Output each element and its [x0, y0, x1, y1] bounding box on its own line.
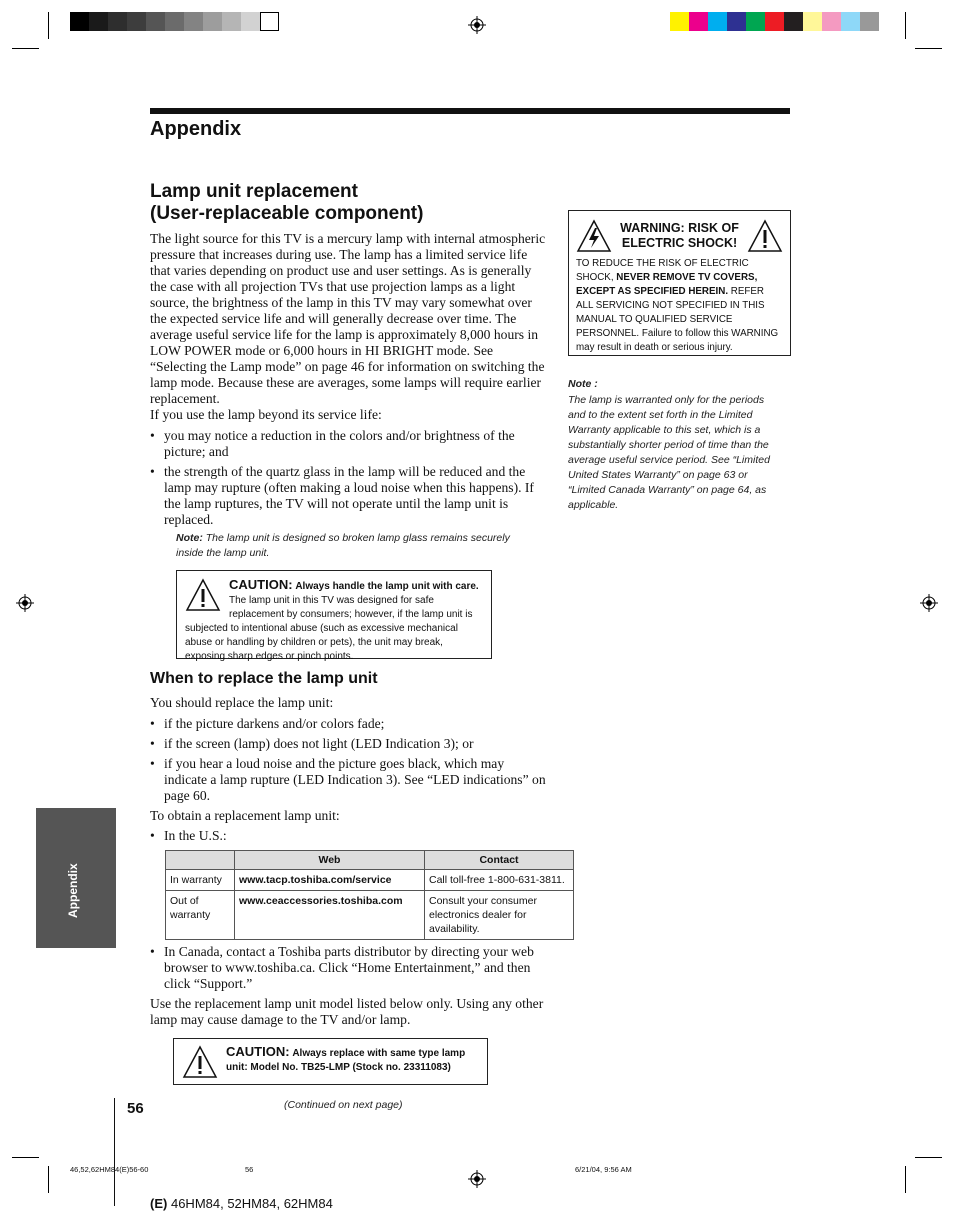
page-title	[150, 181, 423, 225]
crop-mark	[905, 12, 906, 39]
us-list	[150, 828, 550, 844]
header-rule	[150, 108, 790, 114]
crop-mark	[905, 1166, 906, 1193]
obtain-intro: To obtain a replacement lamp unit:	[150, 808, 340, 823]
color-swatch	[184, 12, 203, 31]
caution-triangle-icon	[185, 578, 221, 612]
beyond-life-intro: If you use the lamp beyond its service life:	[150, 407, 382, 422]
color-swatch	[841, 12, 860, 31]
warning-title-line1: WARNING: RISK OF	[620, 221, 739, 235]
table-row	[166, 870, 574, 891]
caution-box-replace	[173, 1038, 488, 1085]
color-swatch	[765, 12, 784, 31]
table-header	[166, 851, 235, 870]
canada-list	[150, 944, 550, 992]
table-link[interactable]: www.tacp.toshiba.com/service	[235, 870, 425, 891]
table-cell: Consult your consumer electronics dealer for availability.	[425, 891, 574, 940]
color-swatch	[860, 12, 879, 31]
crop-mark	[48, 1166, 49, 1193]
electric-shock-icon	[576, 219, 612, 253]
lamp-source-table	[165, 850, 574, 940]
appendix-side-tab	[36, 808, 116, 948]
caution-bold-text: Always handle the lamp unit with care.	[295, 581, 479, 592]
color-swatch	[108, 12, 127, 31]
list-item: • if the picture darkens and/or colors fade;	[150, 716, 550, 732]
table-row	[166, 891, 574, 940]
page-title-line2: (User-replaceable component)	[150, 203, 424, 224]
page-number: 56	[127, 1100, 144, 1117]
list-item: • if the screen (lamp) does not light (LED Indication 3); or	[150, 736, 550, 752]
note-text: The lamp unit is designed so broken lamp glass remains securely inside the lamp unit.	[176, 532, 510, 559]
crop-mark	[12, 48, 39, 49]
lamp-note	[176, 531, 536, 561]
crop-mark	[12, 1157, 39, 1158]
color-swatch	[727, 12, 746, 31]
caution-label: CAUTION:	[226, 1044, 290, 1059]
crop-mark	[915, 1157, 942, 1158]
continued-note: (Continued on next page)	[284, 1099, 403, 1111]
when-heading: When to replace the lamp unit	[150, 670, 378, 687]
slug-date: 6/21/04, 9:56 AM	[575, 1165, 632, 1174]
warning-body	[576, 257, 783, 355]
color-swatch	[146, 12, 165, 31]
sidebar-note-text: The lamp is warranted only for the periods and to the extent set forth in the Limited Warranty applicable to this set, which is a substantially shorter period of time than the average useful service period. See “Limited United States Warranty” on page 63 or “Limited Canada Warranty” on page 64, as applicable.	[568, 394, 770, 511]
caution-label: CAUTION:	[229, 577, 293, 592]
warning-text: REFER ALL SERVICING NOT SPECIFIED IN THIS MANUAL TO QUALIFIED SERVICE PERSONNEL.	[576, 286, 765, 339]
table-cell: In warranty	[166, 870, 235, 891]
list-item: • if you hear a loud noise and the picture goes black, which may indicate a lamp rupture (LED Indication 3). See “LED indications” on page 60.	[150, 756, 550, 804]
warning-text: TO REDUCE THE RISK OF ELECTRIC SHOCK,	[576, 258, 749, 283]
caution-triangle-icon	[182, 1045, 218, 1079]
list-item: • the strength of the quartz glass in the lamp will be reduced and the lamp may rupture (often making a loud noise when this happens). If the lamp ruptures, the TV will not operate until the lamp unit is replaced.	[150, 464, 550, 528]
list-item: • In the U.S.:	[150, 828, 550, 844]
grayscale-swatch-bar	[70, 12, 279, 31]
caution-triangle-icon	[747, 219, 783, 253]
caution-bold-text: Always replace with same type lamp unit: Model No. TB25-LMP (Stock no. 23311083)	[226, 1048, 466, 1073]
footer-rule	[114, 1098, 115, 1206]
list-item: • you may notice a reduction in the colors and/or brightness of the picture; and	[150, 428, 550, 460]
color-swatch	[89, 12, 108, 31]
use-paragraph: Use the replacement lamp unit model listed below only. Using any other lamp may cause damage to the TV and/or lamp.	[150, 996, 544, 1027]
color-swatch-bar	[670, 12, 879, 31]
color-swatch	[165, 12, 184, 31]
registration-mark-icon	[920, 594, 938, 612]
table-header-row	[166, 851, 574, 870]
color-swatch	[746, 12, 765, 31]
page-title-line1: Lamp unit replacement	[150, 181, 358, 202]
registration-mark-icon	[468, 16, 486, 34]
model-line	[150, 1196, 333, 1211]
registration-mark-icon	[16, 594, 34, 612]
section-title: Appendix	[150, 118, 242, 140]
table-cell: Call toll-free 1-800-631-3811.	[425, 870, 574, 891]
beyond-life-list	[150, 428, 550, 528]
crop-mark	[48, 12, 49, 39]
caution-text: The lamp unit in this TV was designed for safe replacement by consumers; however, if the lamp unit is subjected to intentional abuse (such as excessive mechanical abuse or handling by children or pets), the unit may break, exposing sharp edges or pinch points.	[185, 595, 473, 662]
color-swatch	[222, 12, 241, 31]
when-list	[150, 716, 550, 804]
model-prefix: (E)	[150, 1196, 168, 1211]
side-tab-label: Appendix	[66, 863, 80, 918]
table-header: Web	[235, 851, 425, 870]
warning-text: Failure to follow this WARNING may result in death or serious injury.	[576, 328, 779, 353]
table-link[interactable]: www.ceaccessories.toshiba.com	[235, 891, 425, 940]
color-swatch	[822, 12, 841, 31]
color-swatch	[127, 12, 146, 31]
intro-paragraph: The light source for this TV is a mercury lamp with internal atmospheric pressure that increases during use. The lamp has a limited service life that varies depending on product use and user settings. As is generally the case with all projection TVs that use projection lamps as a light source, the brightness of the lamp in this TV may vary somewhat over the expected service life and will generally decrease over time. The average useful service life for the lamp is approximately 8,000 hours in LOW POWER mode or 6,000 hours in HI BRIGHT mode. See “Selecting the Lamp mode” on page 46 for information on switching the lamp mode. Because these are averages, some lamps will require earlier replacement.	[150, 231, 546, 406]
color-swatch	[241, 12, 260, 31]
warning-title-line2: ELECTRIC SHOCK!	[621, 236, 738, 250]
color-swatch	[203, 12, 222, 31]
registration-mark-icon	[468, 1170, 486, 1188]
list-item: • In Canada, contact a Toshiba parts distributor by directing your web browser to www.toshiba.ca. Click “Home Entertainment,” and then click “Support.”	[150, 944, 550, 992]
crop-mark	[915, 48, 942, 49]
table-header: Contact	[425, 851, 574, 870]
caution-box-handle	[176, 570, 492, 662]
warning-box	[568, 210, 791, 356]
color-swatch	[708, 12, 727, 31]
when-intro: You should replace the lamp unit:	[150, 695, 334, 710]
slug-file: 46,52,62HM84(E)56-60	[70, 1165, 149, 1174]
color-swatch	[784, 12, 803, 31]
sidebar-note-label: Note :	[568, 378, 598, 390]
color-swatch	[689, 12, 708, 31]
slug-page: 56	[245, 1165, 254, 1174]
color-swatch	[70, 12, 89, 31]
note-label: Note:	[176, 532, 203, 544]
color-swatch	[670, 12, 689, 31]
warning-bold-text: NEVER REMOVE TV COVERS, EXCEPT AS SPECIFIED HEREIN.	[576, 272, 758, 297]
color-swatch	[260, 12, 279, 31]
color-swatch	[803, 12, 822, 31]
table-cell: Out of warranty	[166, 891, 235, 940]
warning-header	[576, 217, 783, 255]
model-text: 46HM84, 52HM84, 62HM84	[170, 1196, 333, 1211]
